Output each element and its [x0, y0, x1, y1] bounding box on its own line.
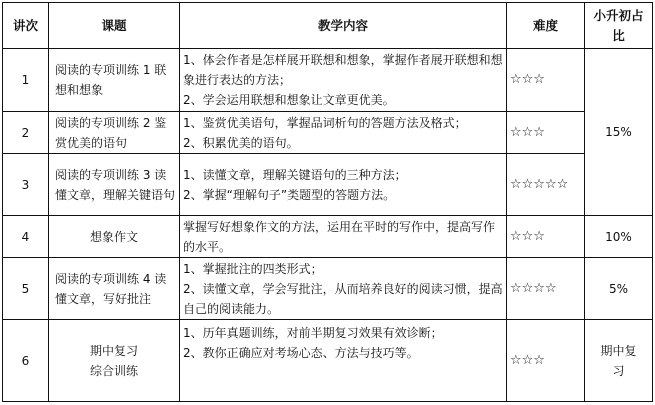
lesson-topic: 阅读的专项训练 1 联想和想象	[49, 49, 180, 112]
content-line: 2、掌握“理解句子”类题型的答题方法。	[183, 187, 396, 202]
table-row	[3, 216, 653, 258]
header-difficulty: 难度	[507, 3, 585, 49]
content-line: 2、读懂文章，学会写批注，从而培养良好的阅读习惯，提高自己的阅读能力。	[183, 281, 503, 316]
lesson-content	[180, 112, 507, 154]
header-topic: 课题	[49, 3, 180, 49]
lesson-number: 5	[3, 258, 49, 320]
lesson-topic: 想象作文	[49, 216, 180, 258]
header-share: 小升初占比	[585, 3, 653, 49]
table-row	[3, 154, 653, 216]
lesson-content	[180, 154, 507, 216]
lesson-topic: 阅读的专项训练 2 鉴赏优美的语句	[49, 112, 180, 154]
topic-line: 期中复习	[89, 343, 138, 358]
lesson-content	[180, 216, 507, 258]
share-value: 期中复习	[585, 320, 653, 402]
content-line: 1、读懂文章，理解关键语句的三种方法；	[183, 167, 407, 182]
content-line: 1、历年真题训练，对前半期复习效果有效诊断；	[183, 326, 443, 340]
header-content: 教学内容	[180, 3, 507, 49]
table-row	[3, 49, 653, 112]
content-line: 2、教你正确应对考场心态、方法与技巧等。	[183, 346, 419, 360]
syllabus-table	[2, 2, 653, 402]
difficulty-stars: ☆☆☆	[507, 112, 585, 154]
content-line: 2、积累优美的语句。	[183, 135, 299, 150]
header-row	[3, 3, 653, 49]
difficulty-stars: ☆☆☆	[507, 49, 585, 112]
lesson-number: 6	[3, 320, 49, 402]
lesson-topic: 阅读的专项训练 4 读懂文章，写好批注	[49, 258, 180, 320]
topic-line: 综合训练	[89, 363, 138, 378]
difficulty-stars: ☆☆☆	[507, 216, 585, 258]
table-row	[3, 320, 653, 402]
table-row	[3, 258, 653, 320]
share-value: 5%	[585, 258, 653, 320]
lesson-content	[180, 320, 507, 402]
lesson-topic	[49, 320, 180, 402]
difficulty-stars: ☆☆☆☆	[507, 258, 585, 320]
table-row	[3, 112, 653, 154]
lesson-number: 3	[3, 154, 49, 216]
lesson-number: 4	[3, 216, 49, 258]
difficulty-stars: ☆☆☆☆☆	[507, 154, 585, 216]
content-line: 2、学会运用联想和想象让文章更优美。	[183, 93, 395, 107]
lesson-number: 1	[3, 49, 49, 112]
difficulty-stars: ☆☆☆	[507, 320, 585, 402]
content-line: 掌握写好想象作文的方法，运用在平时的写作中，提高写作的水平。	[183, 219, 496, 254]
header-lesson: 讲次	[3, 3, 49, 49]
lesson-content	[180, 258, 507, 320]
content-line: 1、鉴赏优美语句，掌握品词析句的答题方法及格式；	[183, 115, 467, 130]
share-value: 10%	[585, 216, 653, 258]
lesson-content	[180, 49, 507, 112]
lesson-topic: 阅读的专项训练 3 读懂文章，理解关键语句	[49, 154, 180, 216]
content-line: 1、掌握批注的四类形式；	[183, 261, 323, 276]
lesson-number: 2	[3, 112, 49, 154]
content-line: 1、体会作者是怎样展开联想和想象，掌握作者展开联想和想象进行表达的方法；	[183, 53, 503, 87]
share-value: 15%	[585, 49, 653, 216]
